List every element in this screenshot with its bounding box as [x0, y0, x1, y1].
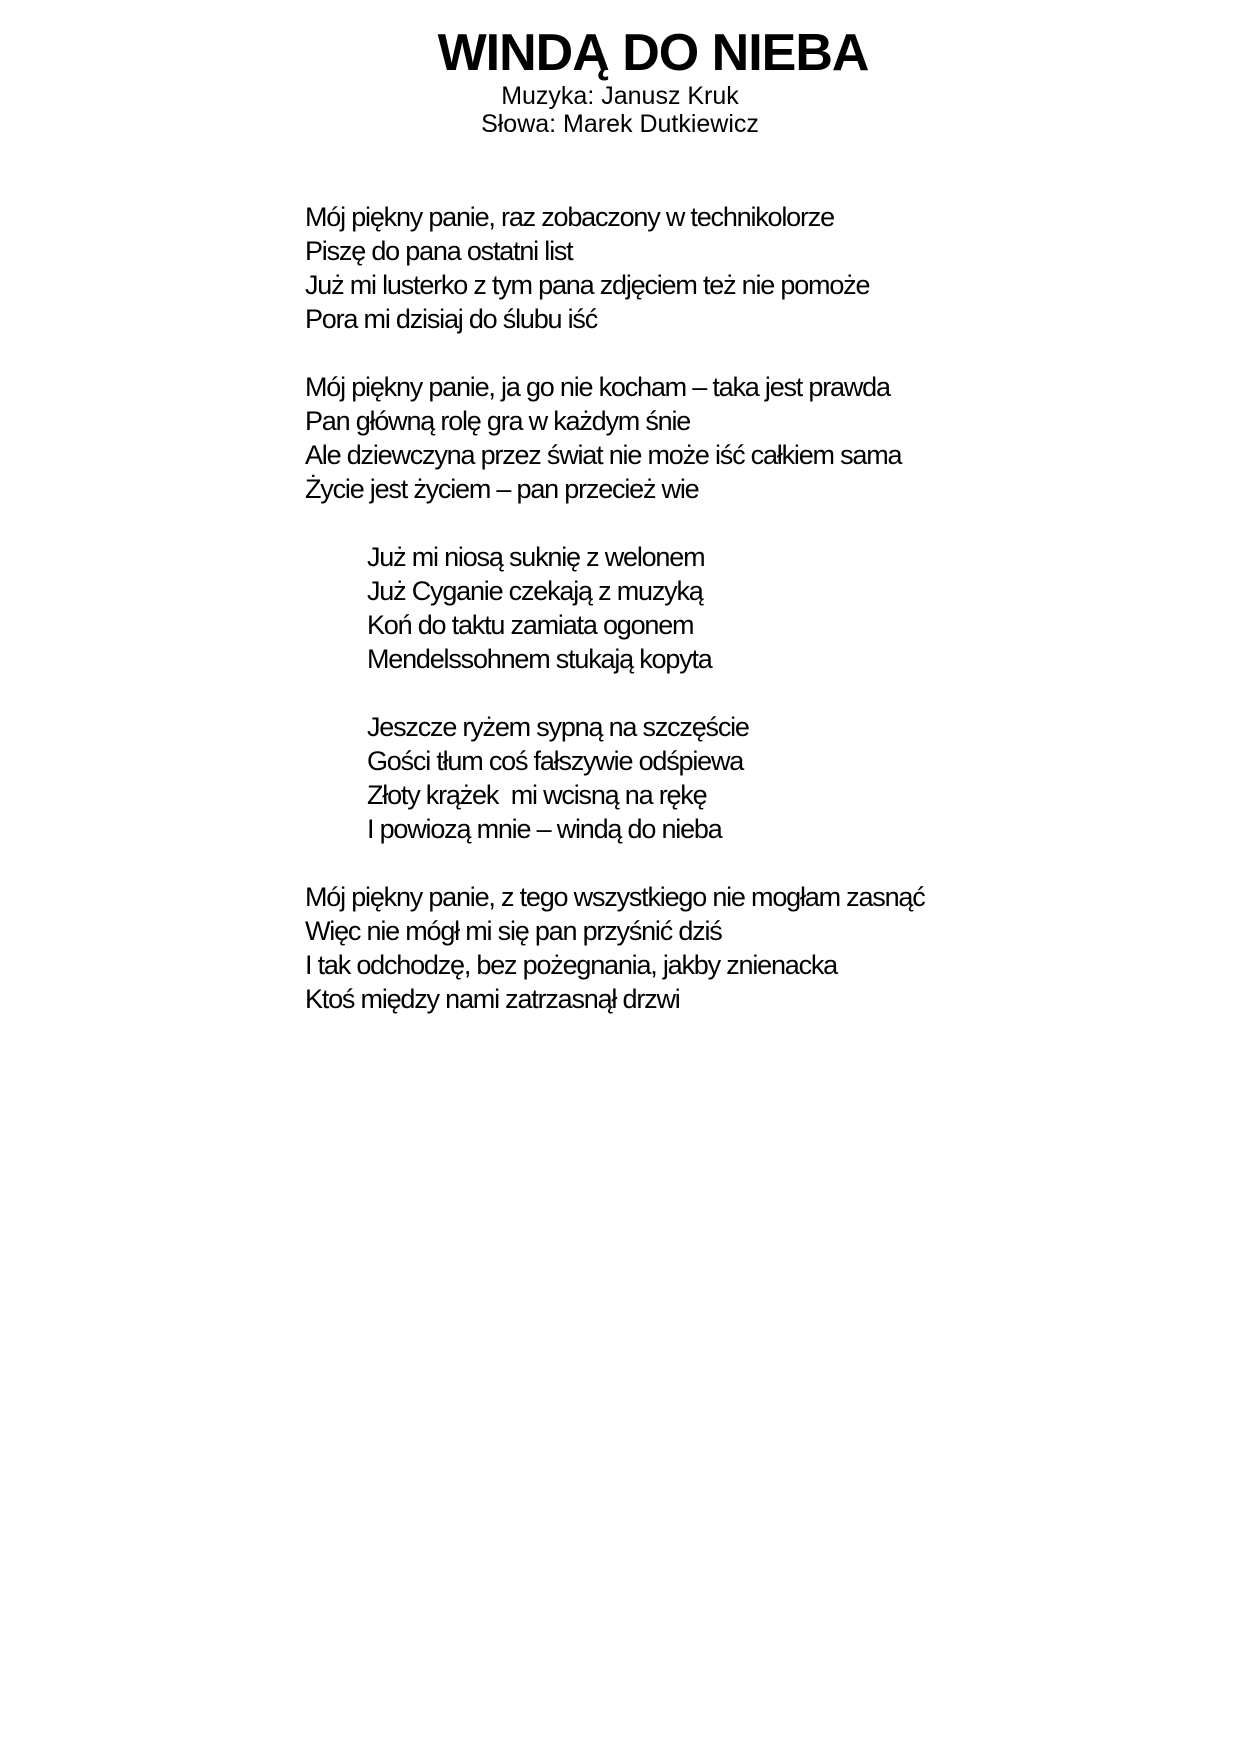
lyric-line: Gości tłum coś fałszywie odśpiewa [367, 746, 744, 776]
lyric-line: Ale dziewczyna przez świat nie może iść całkiem sama [305, 440, 902, 470]
lyric-line: Pan główną rolę gra w każdym śnie [305, 406, 691, 436]
lyric-line: I tak odchodzę, bez pożegnania, jakby znienacka [305, 950, 837, 980]
stanza-4 [367, 710, 1240, 846]
lyric-line: Piszę do pana ostatni list [305, 236, 573, 266]
lyric-line: I powiozą mnie – windą do nieba [367, 814, 722, 844]
stanza-3 [367, 540, 1240, 676]
lyric-line: Mój piękny panie, z tego wszystkiego nie mogłam zasnąć [305, 882, 925, 912]
lyrics-credit: Słowa: Marek Dutkiewicz [481, 110, 759, 138]
lyrics-body [0, 200, 1240, 1016]
stanza-1 [305, 200, 1240, 336]
lyric-line: Więc nie mógł mi się pan przyśnić dziś [305, 916, 722, 946]
credits-block [0, 82, 1240, 138]
lyric-line: Mój piękny panie, ja go nie kocham – taka jest prawda [305, 372, 890, 402]
lyric-line: Mendelssohnem stukają kopyta [367, 644, 712, 674]
lyric-line: Ktoś między nami zatrzasnął drzwi [305, 984, 680, 1014]
lyric-line: Już Cyganie czekają z muzyką [367, 576, 703, 606]
lyric-line: Już mi lusterko z tym pana zdjęciem też nie pomoże [305, 270, 870, 300]
lyric-line: Już mi niosą suknię z welonem [367, 542, 705, 572]
lyric-line: Koń do taktu zamiata ogonem [367, 610, 694, 640]
stanza-5 [305, 880, 1240, 1016]
lyric-line: Mój piękny panie, raz zobaczony w technikolorze [305, 202, 834, 232]
song-title: WINDĄ DO NIEBA [437, 24, 869, 82]
lyric-line: Jeszcze ryżem sypną na szczęście [367, 712, 749, 742]
lyric-line: Życie jest życiem – pan przecież wie [305, 474, 699, 504]
stanza-2 [305, 370, 1240, 506]
lyric-line: Złoty krążek mi wcisną na rękę [367, 780, 707, 810]
music-credit: Muzyka: Janusz Kruk [501, 82, 739, 110]
lyric-line: Pora mi dzisiaj do ślubu iść [305, 304, 598, 334]
